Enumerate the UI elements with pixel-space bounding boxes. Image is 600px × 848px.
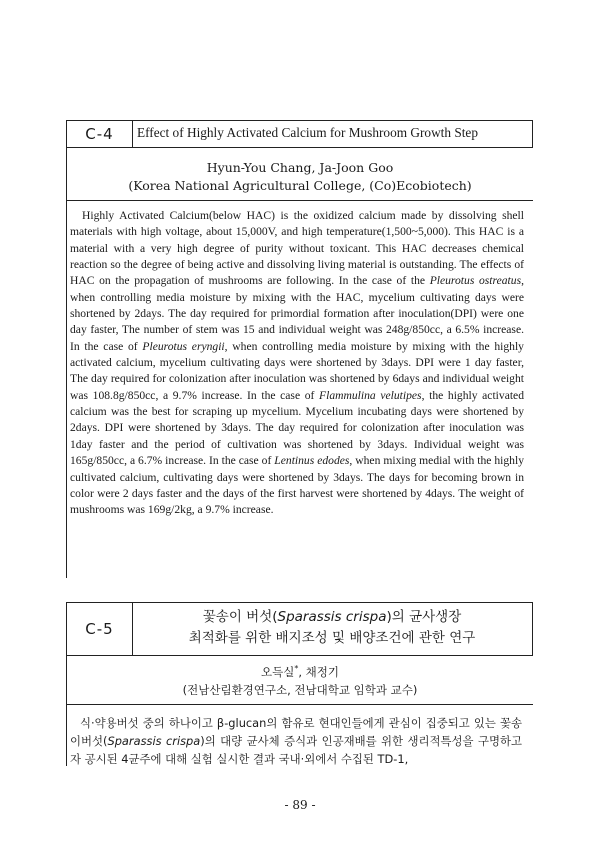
c5-title-line2: 최적화를 위한 배지조성 및 배양조건에 관한 연구 [188, 630, 476, 646]
c5-abstract [70, 714, 522, 768]
c5-title-line1: 꽃송이 버섯(Sparassis crispa)의 균사생장 [202, 609, 462, 625]
c4-rule-left [66, 148, 67, 578]
c4-segment: , when controlling media moisture by mixing with the HAC, mycelium cultivating days were shortened by 2days. The day required for primordial formation after inoculation(DPI) were one day faster, The number of stem was 15 and individual weight was 248g/850cc, a 6.5% increase. In the case of [70, 274, 524, 353]
c4-divider [66, 200, 533, 201]
c5-authors: 오득실*, 채정기 [261, 664, 339, 679]
c5-header-box [66, 602, 533, 656]
c4-header-box [66, 120, 533, 148]
c4-segment: Pleurotus ostreatus [429, 274, 522, 288]
c4-segment: , when mixing medial with the highly cultivated calcium, cultivating days were shortened by 3days. The days for becoming brown in color were 2 days faster and the days of the first harvest were shortened by 4days. The weight of mushrooms was 169g/2kg, a 9.7% increase. [70, 454, 525, 517]
c4-segment: , when controlling media moisture by mixing with the highly activated calcium, mycelium cultivating days were shortened by 3days. DPI were 1 day faster, The day required for colonization after inoculation was shortened by 6days and individual weight was 108.8g/850cc, a 9.7% increase. In the case of [70, 339, 524, 402]
c4-abstract [70, 208, 524, 519]
c4-title: Effect of Highly Activated Calcium for Mushroom Growth Step [137, 125, 478, 140]
c5-rule-left [66, 656, 67, 766]
c4-code: C-4 [67, 121, 133, 147]
c5-title [137, 607, 527, 649]
c4-segment: Highly Activated Calcium(below HAC) is the oxidized calcium made by dissolving shell materials with high voltage, about 15,000V, and high temperature(1,500~5,000). This HAC is a material with a very high degree of purity without toxicant. This HAC decreases chemical reaction so the degree of being active and dissolving living material is outstanding. The effects of HAC on the propagation of mushrooms are following. In the case of the [70, 209, 524, 288]
c5-segment: 식·약용버섯 중의 하나이고 β-glucan의 함유로 현대인들에게 관심이 집중되고 있는 꽃송이버섯( [70, 716, 522, 748]
c5-affiliation: (전남산림환경연구소, 전남대학교 임학과 교수) [182, 683, 418, 697]
c4-segment: , the highly activated calcium was the best for scraping up mycelium. Mycelium incubating days were shortened by 2days. DPI were shortened by 3days. The day required for colonization after inoculation was 1day faster and the period of cultivation was shortened by 3days. Individual weight was 165g/850cc, a 6.7% increase. In the case of [70, 388, 524, 468]
c4-segment: Flammulina velutipes [319, 388, 422, 402]
c4-segment: Lentinus edodes [274, 454, 350, 468]
c5-segment: )의 대량 균사체 증식과 인공재배를 위한 생리적특성을 구명하고자 공시된 4균주에 대해 실험 실시한 결과 국내·외에서 수집된 TD-1, [70, 734, 522, 766]
c5-segment: Sparassis crispa [107, 734, 201, 748]
c4-affiliation: (Korea National Agricultural College, (Co)Ecobiotech) [128, 178, 472, 193]
page-number: - 89 - [284, 798, 316, 812]
c4-segment: Pleurotus eryngii [142, 339, 225, 353]
c4-authors: Hyun-You Chang, Ja-Joon Goo [206, 160, 394, 175]
c5-divider [66, 704, 533, 705]
c5-code: C-5 [67, 603, 133, 655]
